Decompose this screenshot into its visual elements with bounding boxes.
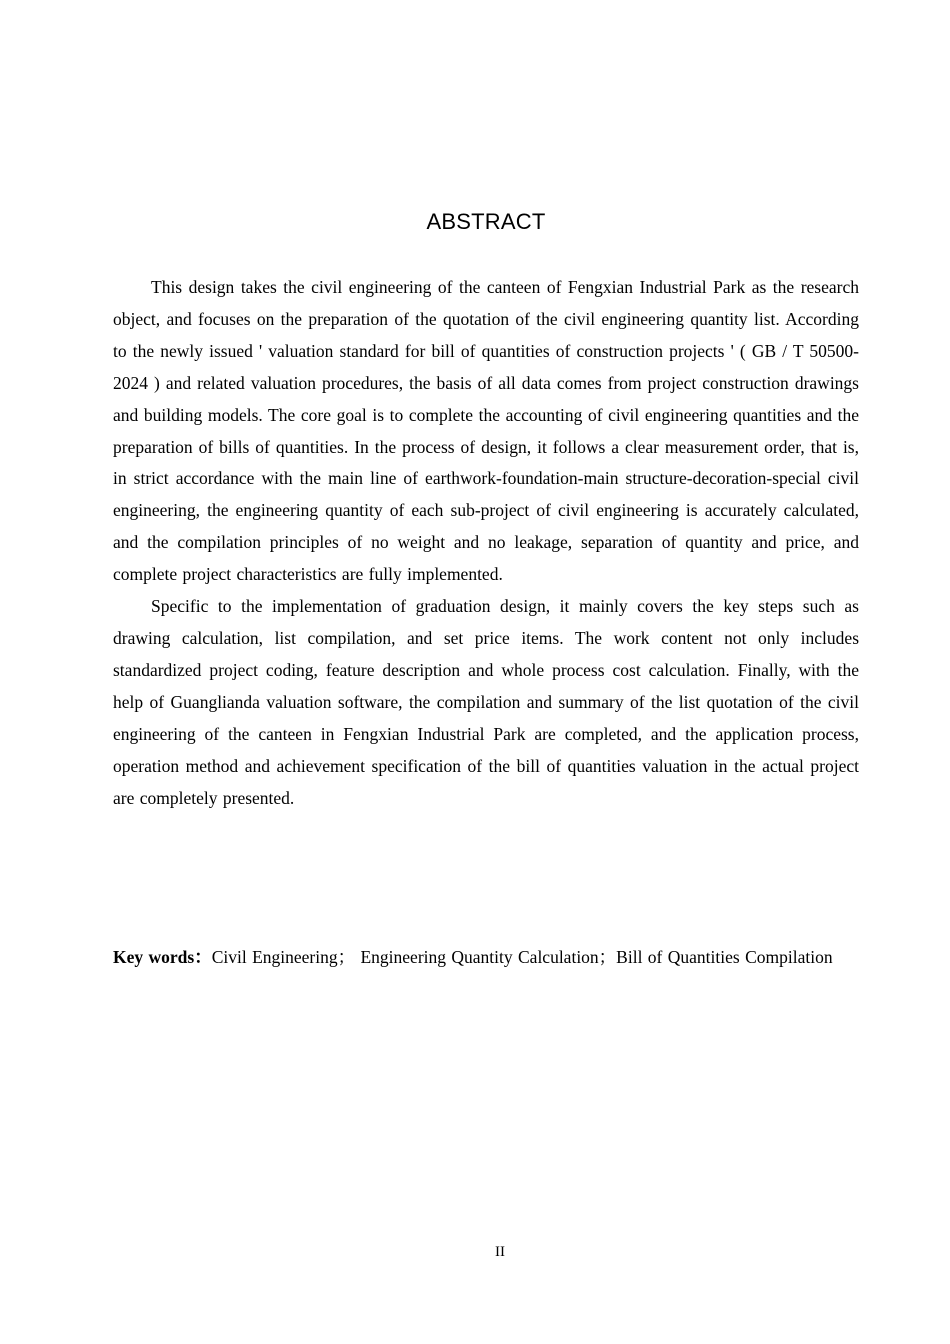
- abstract-paragraph-2: Specific to the implementation of graduation design, it mainly covers the key steps such as drawing calculation, list compilation, and set price items. The work content not only includes standardized project coding, feature description and whole process cost calculation. Finally, with the help of Guanglianda valuation software, the compilation and summary of the list quotation of the civil engineering of the canteen in Fengxian Industrial Park are completed, and the application process, operation method and achievement specification of the bill of quantities valuation in the actual project are completely presented.: [113, 596, 859, 808]
- keywords-label: Key words：: [113, 947, 212, 967]
- abstract-paragraph-1: This design takes the civil engineering of the canteen of Fengxian Industrial Park as the research object, and focuses on the preparation of the quotation of the civil engineering quantity list. According to the newly issued ' valuation standard for bill of quantities of construction projects ' ( GB / T 50500-2024 ) and related valuation procedures, the basis of all data comes from project construction drawings and building models. The core goal is to complete the accounting of civil engineering quantities and the preparation of bills of quantities. In the process of design, it follows a clear measurement order, that is, in strict accordance with the main line of earthwork-foundation-main structure-decoration-special civil engineering, the engineering quantity of each sub-project of civil engineering is accurately calculated, and the compilation principles of no weight and no leakage, separation of quantity and price, and complete project characteristics are fully implemented.: [113, 277, 859, 585]
- abstract-title: ABSTRACT: [426, 209, 546, 234]
- page-number: II: [495, 1244, 505, 1260]
- abstract-body: [113, 272, 859, 814]
- keywords-text: Civil Engineering； Engineering Quantity Calculation；Bill of Quantities Compilation: [211, 947, 833, 967]
- keywords-line: [113, 942, 859, 974]
